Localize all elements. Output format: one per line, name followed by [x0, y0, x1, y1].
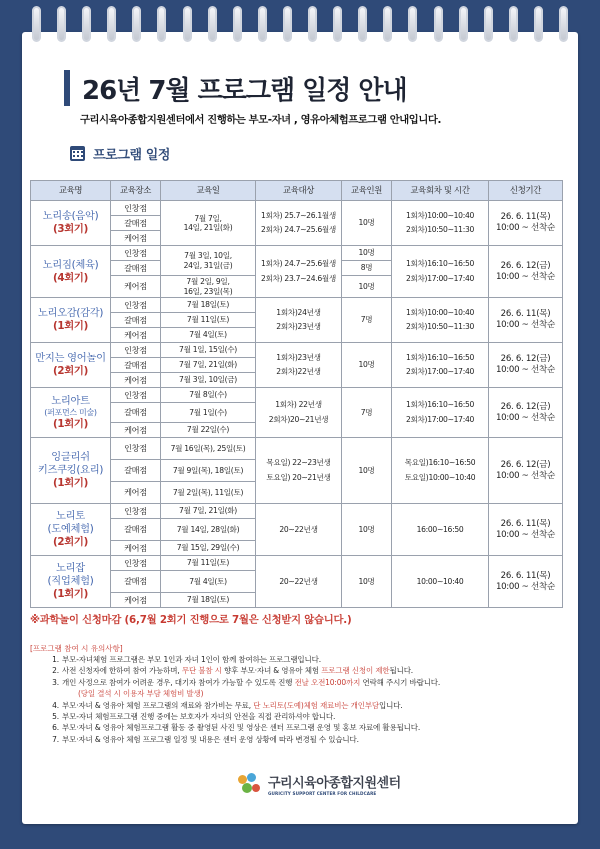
date-cell: 7월 11일(토): [161, 313, 256, 328]
apply-period-cell: 26. 6. 11(목) 10:00 ~ 선착순: [489, 504, 563, 556]
venue-cell: 갈매점: [111, 571, 161, 593]
target-cell: 20~22년생: [256, 556, 342, 608]
list-item: [30, 654, 560, 665]
date-cell: 7월 9일(목), 18일(토): [161, 460, 256, 482]
venue-cell: 갈매점: [111, 358, 161, 373]
date-cell: 7월 15일, 29일(수): [161, 541, 256, 556]
binder-ring: [183, 6, 192, 42]
binder-ring: [208, 6, 217, 42]
item-number: 5.: [52, 712, 59, 722]
date-cell: 7월 16일(목), 25일(토): [161, 438, 256, 460]
date-cell: 7월 14일, 28일(화): [161, 519, 256, 541]
venue-cell: 인창점: [111, 343, 161, 358]
capacity-cell: 10명: [342, 438, 392, 504]
target-cell: 1회차)24년생 2회차)23년생: [256, 298, 342, 343]
binder-ring: [534, 6, 543, 42]
program-subtitle: (퍼포먼스 미술): [44, 407, 97, 417]
target-cell: 20~22년생: [256, 504, 342, 556]
item-number: 3.: [52, 677, 59, 687]
session-cell: 16:00~16:50: [392, 504, 489, 556]
guide-list: [30, 654, 560, 745]
venue-cell: 인창점: [111, 298, 161, 313]
item-text: 사전 신청자에 한하여 참여 가능하며,: [62, 666, 182, 676]
venue-cell: 케어점: [111, 541, 161, 556]
venue-cell: 인창점: [111, 388, 161, 403]
target-cell: 1회차) 25.7~26.1월생 2회차) 24.7~25.6월생: [256, 201, 342, 246]
table-row: [31, 438, 563, 460]
apply-period-cell: 26. 6. 12(금) 10:00 ~ 선착순: [489, 246, 563, 298]
program-name-cell: [31, 556, 111, 608]
capacity-cell: 10명: [342, 556, 392, 608]
program-name: 노리송(음악): [42, 210, 99, 223]
list-item: [30, 677, 560, 688]
schedule-table: [30, 180, 563, 608]
date-cell: 7월 3일, 10일, 24일, 31일(금): [161, 246, 256, 276]
apply-period-cell: 26. 6. 12(금) 10:00 ~ 선착순: [489, 388, 563, 438]
venue-cell: 인창점: [111, 438, 161, 460]
binder-ring: [283, 6, 292, 42]
venue-cell: 갈매점: [111, 216, 161, 231]
date-cell: 7월 18일(토): [161, 298, 256, 313]
apply-period-cell: 26. 6. 12(금) 10:00 ~ 선착순: [489, 343, 563, 388]
capacity-cell: 10명: [342, 504, 392, 556]
binder-ring: [408, 6, 417, 42]
item-text: 입니다.: [379, 700, 403, 710]
table-row: [31, 343, 563, 358]
venue-cell: 케어점: [111, 373, 161, 388]
venue-cell: 갈매점: [111, 313, 161, 328]
capacity-cell: 7명: [342, 388, 392, 438]
program-sessions: (2회기): [53, 365, 88, 377]
venue-cell: 케어점: [111, 593, 161, 608]
session-cell: 1회차)10:00~10:40 2회차)10:50~11:30: [392, 298, 489, 343]
table-row: [31, 246, 563, 261]
program-name-cell: [31, 343, 111, 388]
date-cell: 7월 1일(수): [161, 403, 256, 423]
apply-period-cell: 26. 6. 12(금) 10:00 ~ 선착순: [489, 438, 563, 504]
binder-ring: [132, 6, 141, 42]
header-cell: 교육인원: [342, 181, 392, 201]
capacity-cell: 10명: [342, 201, 392, 246]
header-cell: 교육명: [31, 181, 111, 201]
center-logo: [238, 772, 401, 796]
venue-cell: 케어점: [111, 482, 161, 504]
program-name: 노리잡 (직업체험): [47, 562, 94, 588]
header-cell: 교육회차 및 시간: [392, 181, 489, 201]
venue-cell: 케어점: [111, 328, 161, 343]
program-name-cell: [31, 438, 111, 504]
program-name: 만지는 영어놀이: [35, 352, 106, 365]
program-name-cell: [31, 298, 111, 343]
program-name: 노리짐(체육): [42, 258, 99, 271]
page-subtitle: 구리시육아종합지원센터에서 진행하는 부모-자녀 , 영유아체험프로그램 안내입니다.: [80, 114, 441, 126]
date-cell: 7월 7일, 21일(화): [161, 358, 256, 373]
venue-cell: 갈매점: [111, 403, 161, 423]
item-text: 연락해 주시기 바랍니다.: [360, 677, 441, 687]
venue-cell: 인창점: [111, 246, 161, 261]
date-cell: 7월 2일, 9일, 16일, 23일(목): [161, 276, 256, 298]
venue-cell: 인창점: [111, 556, 161, 571]
item-text: 부모·자녀 & 영유아 체험 프로그램의 재료와 참가비는 무료,: [62, 700, 254, 710]
target-cell: 1회차) 24.7~25.6월생 2회차) 23.7~24.6월생: [256, 246, 342, 298]
capacity-cell: 10명: [342, 343, 392, 388]
guide-title: [프로그램 참여 시 유의사항]: [30, 644, 123, 653]
item-number: 6.: [52, 723, 59, 733]
program-name-cell: [31, 388, 111, 438]
item-highlight: 프로그램 신청이 제한: [321, 666, 390, 676]
program-sessions: (4회기): [53, 271, 88, 284]
section-heading: [70, 144, 170, 163]
item-text: 부모·자녀 & 영유아 체험 프로그램 일정 및 내용은 센터 운영 상황에 따라 변경될 수 있습니다.: [62, 734, 359, 744]
venue-cell: 케어점: [111, 423, 161, 438]
header-cell: 교육일: [161, 181, 256, 201]
date-cell: 7월 11일(토): [161, 556, 256, 571]
capacity-cell: 10명: [342, 276, 392, 298]
session-cell: 1회차)16:10~16:50 2회차)17:00~17:40: [392, 388, 489, 438]
binder-ring: [107, 6, 116, 42]
table-row: [31, 388, 563, 403]
venue-cell: 갈매점: [111, 261, 161, 276]
table-header-row: [31, 181, 563, 201]
target-cell: 1회차) 22년생 2회차)20~21년생: [256, 388, 342, 438]
calendar-icon: [70, 146, 85, 161]
date-cell: 7월 22일(수): [161, 423, 256, 438]
session-cell: 1회차)16:10~16:50 2회차)17:00~17:40: [392, 343, 489, 388]
date-cell: 7월 18일(토): [161, 593, 256, 608]
binder-ring: [434, 6, 443, 42]
program-name: 잉글리쉬 키즈쿠킹(요리): [37, 451, 104, 477]
program-name: 노리토 (도예체험): [47, 510, 94, 536]
table-row: [31, 201, 563, 216]
program-sessions: (1회기): [53, 476, 88, 489]
binder-ring: [57, 6, 66, 42]
date-cell: 7월 7일, 14일, 21일(화): [161, 201, 256, 246]
item-number: 1.: [52, 655, 59, 664]
date-cell: 7월 1일, 15일(수): [161, 343, 256, 358]
venue-cell: 갈매점: [111, 519, 161, 541]
binder-ring: [82, 6, 91, 42]
program-sessions: (2회기): [53, 535, 88, 548]
item-highlight: 전날 오전10:00까지: [294, 677, 361, 687]
apply-period-cell: 26. 6. 11(목) 10:00 ~ 선착순: [489, 556, 563, 608]
date-cell: 7월 4일(토): [161, 328, 256, 343]
item-highlight: 단 노리토(도예)체험 재료비는 개인부담: [253, 700, 380, 710]
apply-period-cell: 26. 6. 11(목) 10:00 ~ 선착순: [489, 201, 563, 246]
binder-ring: [509, 6, 518, 42]
list-item: [30, 700, 560, 711]
session-cell: 10:00~10:40: [392, 556, 489, 608]
logo-icon: [238, 773, 262, 795]
logo-name: 구리시육아종합지원센터: [268, 776, 401, 791]
item-text: 됩니다.: [389, 666, 414, 676]
program-sessions: (1회기): [53, 417, 88, 430]
binder-ring: [559, 6, 568, 42]
apply-period-cell: 26. 6. 11(목) 10:00 ~ 선착순: [489, 298, 563, 343]
table-row: [31, 504, 563, 519]
target-cell: 목요일) 22~23년생 토요일) 20~21년생: [256, 438, 342, 504]
binder-ring: [383, 6, 392, 42]
venue-cell: 케어점: [111, 276, 161, 298]
program-name: 노리아트: [51, 394, 90, 407]
notice-text: ※과학놀이 신청마감 (6,7월 2회기 진행으로 7월은 신청받지 않습니다.): [30, 614, 352, 626]
capacity-cell: 10명: [342, 246, 392, 261]
date-cell: 7월 8일(수): [161, 388, 256, 403]
program-name: 노리오감(감각): [37, 307, 104, 320]
date-cell: 7월 4일(토): [161, 571, 256, 593]
capacity-cell: 7명: [342, 298, 392, 343]
item-number: 7.: [52, 734, 59, 744]
program-sessions: (1회기): [53, 587, 88, 600]
list-item: [30, 722, 560, 733]
header-cell: 교육장소: [111, 181, 161, 201]
program-name-cell: [31, 201, 111, 246]
binder-rings: [32, 6, 568, 46]
table-row: [31, 556, 563, 571]
page-title: 26년 7월 프로그램 일정 안내: [82, 76, 407, 106]
program-name-cell: [31, 246, 111, 298]
title-accent-bar: [64, 70, 70, 106]
logo-english: GURICITY SUPPORT CENTER FOR CHILDCARE: [268, 791, 377, 796]
item-text: 개인 사정으로 참여가 어려운 경우, 대기자 참여가 가능할 수 있도록 진행: [62, 677, 295, 687]
item-text: 부모-자녀체험 프로그램은 부모 1인과 자녀 1인이 함께 참여하는 프로그램입니다.: [62, 655, 321, 664]
session-cell: 1회차)16:10~16:50 2회차)17:00~17:40: [392, 246, 489, 298]
venue-cell: 인창점: [111, 201, 161, 216]
list-item: [30, 734, 560, 745]
header-cell: 교육대상: [256, 181, 342, 201]
list-subnote: (당일 결석 시 이용자 부담 체험비 발생): [78, 689, 204, 699]
item-text: 부모·자녀 & 영유아 체험프로그램 활동 중 촬영된 사진 및 영상은 센터 프로그램 운영 및 홍보 자료에 활용됩니다.: [62, 723, 421, 733]
program-sessions: (1회기): [53, 320, 88, 332]
target-cell: 1회차)23년생 2회차)22년생: [256, 343, 342, 388]
binder-ring: [308, 6, 317, 42]
section-title: 프로그램 일정: [93, 148, 171, 163]
item-highlight: 무단 불참 시: [181, 666, 222, 676]
date-cell: 7월 7일, 21일(화): [161, 504, 256, 519]
date-cell: 7월 3일, 10일(금): [161, 373, 256, 388]
item-number: 2.: [52, 666, 59, 676]
list-item: [30, 711, 560, 722]
date-cell: 7월 2일(목), 11일(토): [161, 482, 256, 504]
list-item: [30, 665, 560, 676]
program-sessions: (3회기): [53, 223, 88, 235]
capacity-cell: 8명: [342, 261, 392, 276]
binder-ring: [459, 6, 468, 42]
program-name-cell: [31, 504, 111, 556]
item-text: 향후 부모·자녀 & 영유아 체험: [221, 666, 322, 676]
binder-ring: [484, 6, 493, 42]
venue-cell: 인창점: [111, 504, 161, 519]
session-cell: 1회차)10:00~10:40 2회차)10:50~11:30: [392, 201, 489, 246]
binder-ring: [157, 6, 166, 42]
binder-ring: [233, 6, 242, 42]
binder-ring: [258, 6, 267, 42]
venue-cell: 갈매점: [111, 460, 161, 482]
table-row: [31, 298, 563, 313]
item-number: 4.: [52, 700, 59, 710]
binder-ring: [358, 6, 367, 42]
header-cell: 신청기간: [489, 181, 563, 201]
binder-ring: [333, 6, 342, 42]
venue-cell: 케어점: [111, 231, 161, 246]
binder-ring: [32, 6, 41, 42]
item-text: 부모-자녀 체험프로그램 진행 중에는 보호자가 자녀의 안전을 직접 관리하셔야 합니다.: [62, 712, 336, 722]
session-cell: 목요일)16:10~16:50 토요일)10:00~10:40: [392, 438, 489, 504]
